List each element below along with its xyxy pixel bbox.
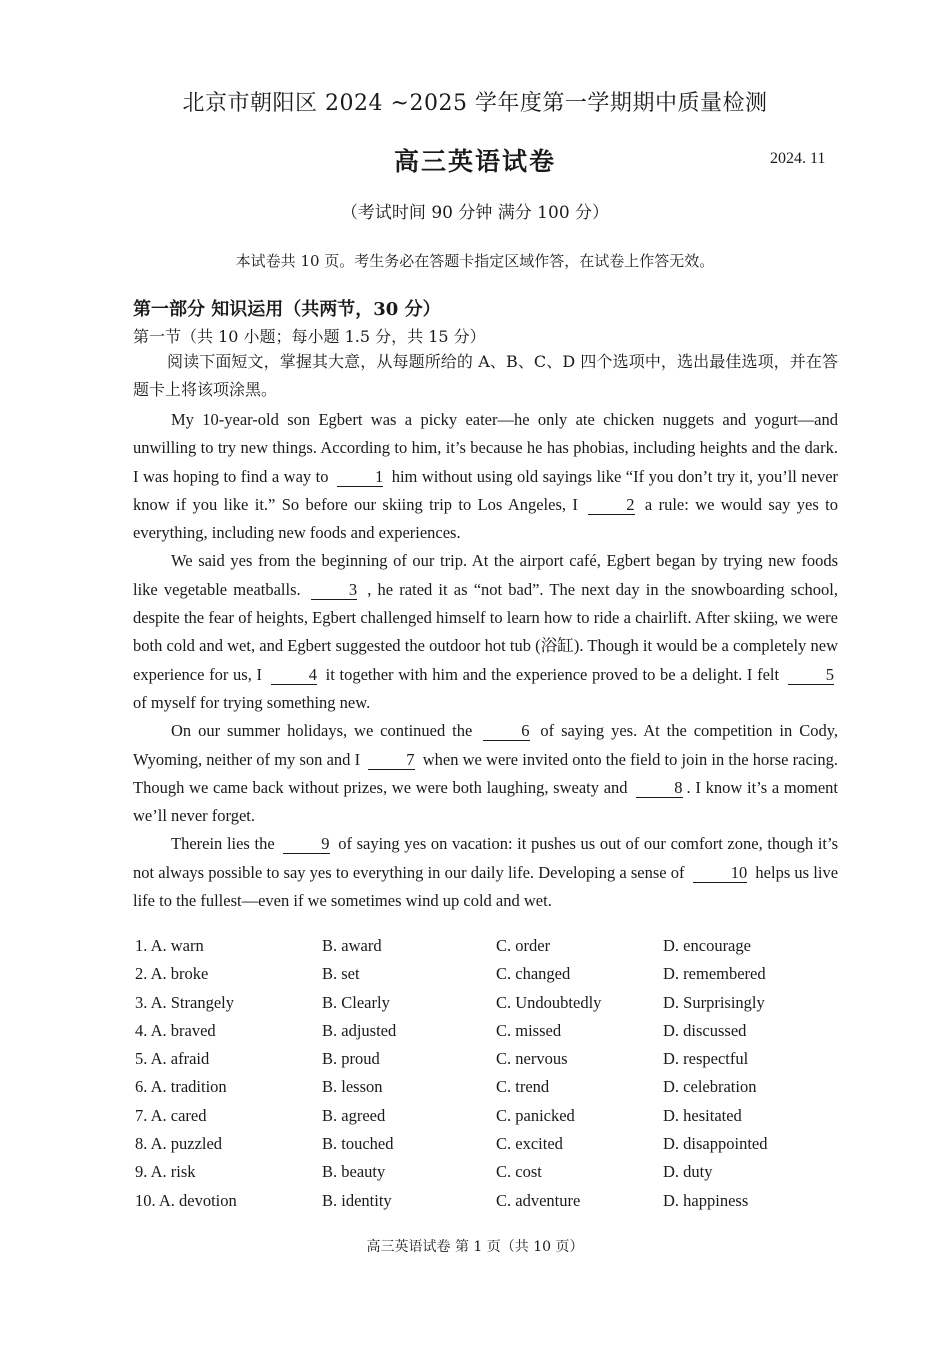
option-c: C. trend <box>496 1077 550 1097</box>
exam-notice: 本试卷共 10 页。考生务必在答题卡指定区域作答，在试卷上作答无效。 <box>235 252 715 270</box>
option-b: B. lesson <box>322 1077 383 1097</box>
option-b: B. agreed <box>322 1105 386 1125</box>
option-row <box>135 1134 835 1162</box>
option-b: B. touched <box>322 1134 394 1154</box>
passage-text: . I know it’s a moment we’ll never forget. <box>133 777 839 826</box>
answer-blank: 2 <box>588 496 634 515</box>
passage-paragraph <box>133 547 838 717</box>
option-a: 8. A. puzzled <box>135 1134 223 1154</box>
option-c: C. adventure <box>496 1190 581 1210</box>
option-d: D. discussed <box>663 1020 747 1040</box>
passage-text: On our summer holidays, we continued the <box>171 721 473 741</box>
option-d: D. celebration <box>663 1077 757 1097</box>
passage-paragraph <box>133 406 838 547</box>
answer-blank: 8 <box>636 779 682 798</box>
page-footer: 高三英语试卷 第 1 页（共 10 页） <box>366 1239 584 1255</box>
option-c: C. Undoubtedly <box>496 992 602 1012</box>
answer-blank: 7 <box>368 751 414 770</box>
option-a: 2. A. broke <box>135 964 209 984</box>
exam-title: 北京市朝阳区 2024 ~2025 学年度第一学期期中质量检测 <box>182 91 768 116</box>
option-c: C. cost <box>496 1162 542 1182</box>
option-a: 5. A. afraid <box>135 1049 210 1069</box>
passage-text: helps us live life to the fullest—even if we sometimes wind up cold and wet. <box>133 862 839 911</box>
answer-blank: 6 <box>483 722 529 741</box>
exam-subtitle: 高三英语试卷 <box>393 147 556 176</box>
option-d: D. hesitated <box>663 1105 742 1125</box>
option-d: D. remembered <box>663 964 766 984</box>
passage-text: Therein lies the <box>171 834 275 854</box>
option-row <box>135 1106 835 1134</box>
option-a: 4. A. braved <box>135 1020 216 1040</box>
option-b: B. identity <box>322 1190 392 1210</box>
passage-text: of saying yes on vacation: it pushes us out of our comfort zone, though it’s not always possible to say yes to everything in our daily life. Developing a sense of <box>133 834 838 882</box>
option-d: D. disappointed <box>663 1134 768 1154</box>
option-c: C. missed <box>496 1020 562 1040</box>
option-a: 10. A. devotion <box>135 1190 237 1210</box>
option-b: B. beauty <box>322 1162 386 1182</box>
passage-text: of myself for trying something new. <box>133 692 371 712</box>
option-d: D. encourage <box>663 936 751 955</box>
option-d: D. happiness <box>663 1190 749 1210</box>
answer-blank: 3 <box>311 581 357 600</box>
part-heading: 第一部分 知识运用（共两节，30 分） <box>133 299 441 320</box>
option-a: 1. A. warn <box>135 936 204 955</box>
option-c: C. panicked <box>496 1105 575 1125</box>
answer-blank: 10 <box>693 864 748 883</box>
option-b: B. adjusted <box>322 1020 397 1040</box>
cloze-passage <box>133 406 838 915</box>
passage-text: it together with him and the experience proved to be a delight. I felt <box>325 664 780 684</box>
option-d: D. duty <box>663 1162 713 1182</box>
option-row <box>135 1049 835 1077</box>
option-d: D. respectful <box>663 1049 749 1069</box>
option-b: B. Clearly <box>322 992 390 1012</box>
passage-text: of saying yes. At the competition in Cody, Wyoming, neither of my son and I <box>133 721 838 769</box>
option-row <box>135 1077 835 1105</box>
option-row <box>135 936 835 964</box>
answer-blank: 9 <box>283 835 329 854</box>
passage-text: a rule: we would say yes to everything, including new foods and experiences. <box>133 494 839 543</box>
passage-text: him without using old sayings like “If you don’t try it, you’ll never know if you like it.” So before our skiing trip to Los Angeles, I <box>133 466 839 514</box>
answer-options <box>135 936 835 1219</box>
option-d: D. Surprisingly <box>663 992 765 1012</box>
option-c: C. changed <box>496 964 571 984</box>
option-a: 9. A. risk <box>135 1162 196 1182</box>
option-a: 3. A. Strangely <box>135 992 234 1012</box>
option-c: C. order <box>496 936 551 955</box>
answer-blank: 1 <box>337 468 383 487</box>
option-c: C. excited <box>496 1134 563 1154</box>
passage-text: My 10-year-old son Egbert was a picky eater—he only ate chicken nuggets and yogurt—and unwilling to try new things. According to him, it’s because he has phobias, including heights and the dark. I was hoping to find a way to <box>133 410 838 486</box>
option-b: B. proud <box>322 1049 380 1069</box>
option-b: B. award <box>322 936 382 955</box>
option-c: C. nervous <box>496 1049 568 1069</box>
passage-text: when we were invited onto the field to join in the horse racing. Though we came back without prizes, we were both laughing, sweaty and <box>133 749 839 797</box>
answer-blank: 4 <box>271 666 317 685</box>
option-row <box>135 1191 835 1219</box>
passage-text: , he rated it as “not bad”. The next day in the snowboarding school, despite the fear of heights, Egbert challenged himself to learn how to ride a chairlift. After skiing, we were both cold and wet, and Egbert suggested the outdoor hot tub (浴缸). Though it would be a completely new experience for us, I <box>133 579 838 684</box>
passage-paragraph <box>133 717 838 830</box>
passage-paragraph <box>133 830 838 915</box>
option-b: B. set <box>322 964 360 984</box>
option-a: 7. A. cared <box>135 1105 207 1125</box>
answer-blank: 5 <box>788 666 834 685</box>
passage-text: We said yes from the beginning of our trip. At the airport café, Egbert began by trying new foods like vegetable meatballs. <box>133 551 838 599</box>
option-row <box>135 1162 835 1190</box>
section-instructions: 阅读下面短文，掌握其大意，从每题所给的 A、B、C、D 四个选项中，选出最佳选项，并在答题卡上将该项涂黑。 <box>133 352 838 399</box>
exam-info: （考试时间 90 分钟 满分 100 分） <box>340 203 610 223</box>
option-row <box>135 1021 835 1049</box>
exam-date: 2024. 11 <box>770 150 826 167</box>
option-row <box>135 964 835 992</box>
option-a: 6. A. tradition <box>135 1077 227 1097</box>
option-row <box>135 993 835 1021</box>
section-heading: 第一节（共 10 小题；每小题 1.5 分，共 15 分） <box>133 327 486 346</box>
